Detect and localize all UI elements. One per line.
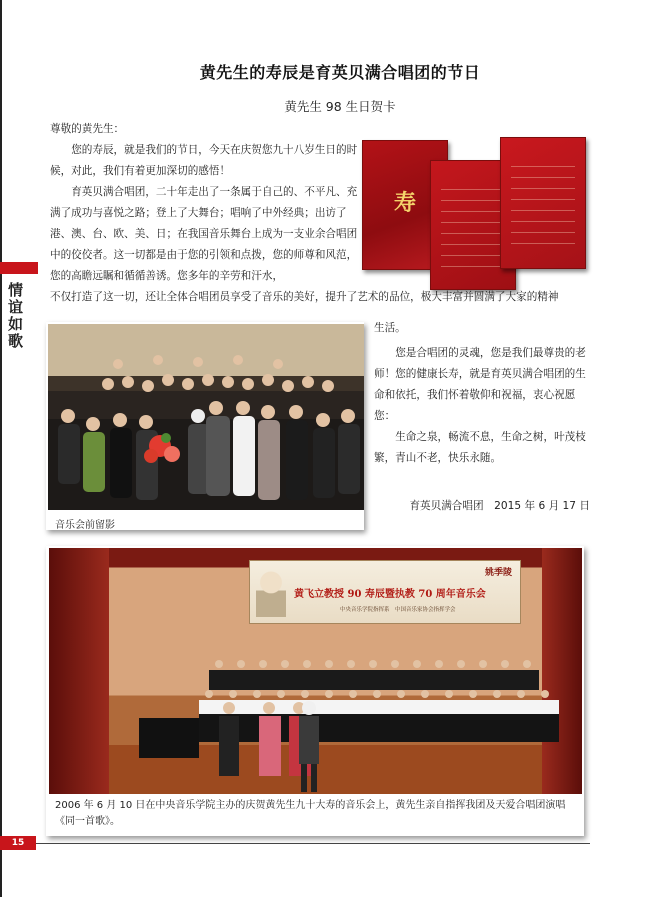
- page-left-border: [0, 0, 2, 897]
- page-number: 15: [11, 838, 25, 848]
- photo2-caption: 2006 年 6 月 10 日在中央音乐学院主办的庆贺黄先生九十大寿的音乐会上，黄先生亲自指挥我团及天爱合唱团演唱《同一首歌》。: [55, 800, 566, 827]
- conductor-portrait-icon: [256, 569, 286, 617]
- banner-sub-text: 中央音乐学院指挥系 中国音乐家协会指挥学会: [340, 607, 456, 613]
- article-subtitle: 黄先生 98 生日贺卡: [284, 99, 396, 114]
- footer-rule: [0, 843, 590, 844]
- photo1-caption: 音乐会前留影: [55, 520, 115, 531]
- card-longevity-char: 寿: [393, 190, 416, 216]
- group-photo: [48, 324, 364, 510]
- letter-signature: 育英贝满合唱团 2015 年 6 月 17 日: [409, 500, 590, 512]
- section-tab-label: 情谊如歌: [8, 281, 24, 350]
- letter-salutation: 尊敬的黄先生：: [50, 123, 125, 135]
- article-title: 黄先生的寿辰是育英贝满合唱团的节日: [199, 63, 481, 82]
- birthday-card-inside-right: [500, 137, 586, 269]
- group-photo-people: [48, 324, 364, 510]
- letter-paragraph-1: 您的寿辰，就是我们的节日，今天在庆贺您九十八岁生日的时候，对此，我们有着更加深切的感悟！: [50, 144, 358, 177]
- letter-paragraph-2-end: 生活。: [374, 322, 406, 334]
- banner-main-text: 黄飞立教授 90 寿辰暨执教 70 周年音乐会: [294, 589, 486, 600]
- stage-curtain-left: [49, 548, 109, 794]
- letter-paragraph-4: 生命之泉，畅流不息，生命之树，叶茂枝繁，青山不老，快乐永随。: [374, 431, 586, 464]
- card-handwriting: [441, 179, 505, 271]
- concert-banner: [249, 560, 521, 624]
- letter-paragraph-2: 育英贝满合唱团，二十年走出了一条属于自己的、不平凡、充满了成功与喜悦之路；登上了大舞台；唱响了中外经典；出访了港、澳、台、欧、美、日；在我国音乐舞台上成为一支业余合唱团中的佼佼者。这一切都是由于您的引领和点拨，您的师尊和风范，您的高瞻远瞩和循循善诱。您多年的辛劳和汗水，: [50, 186, 358, 282]
- card-handwriting: [511, 156, 575, 250]
- letter-paragraph-3: 您是合唱团的灵魂，您是我们最尊贵的老师！您的健康长寿，就是育英贝满合唱团的生命和依托，我们怀着敬仰和祝福，衷心祝愿您：: [374, 347, 586, 422]
- banner-calligraphy: 姚季陵: [484, 568, 512, 578]
- section-tab-bar: [0, 262, 38, 274]
- concert-photo: [49, 548, 582, 794]
- conductor-figure: [289, 698, 329, 794]
- letter-paragraph-2-continued: 不仅打造了这一切，还让全体合唱团员享受了音乐的美好，提升了艺术的品位，极大丰富并圆满了大家的精神: [50, 291, 559, 303]
